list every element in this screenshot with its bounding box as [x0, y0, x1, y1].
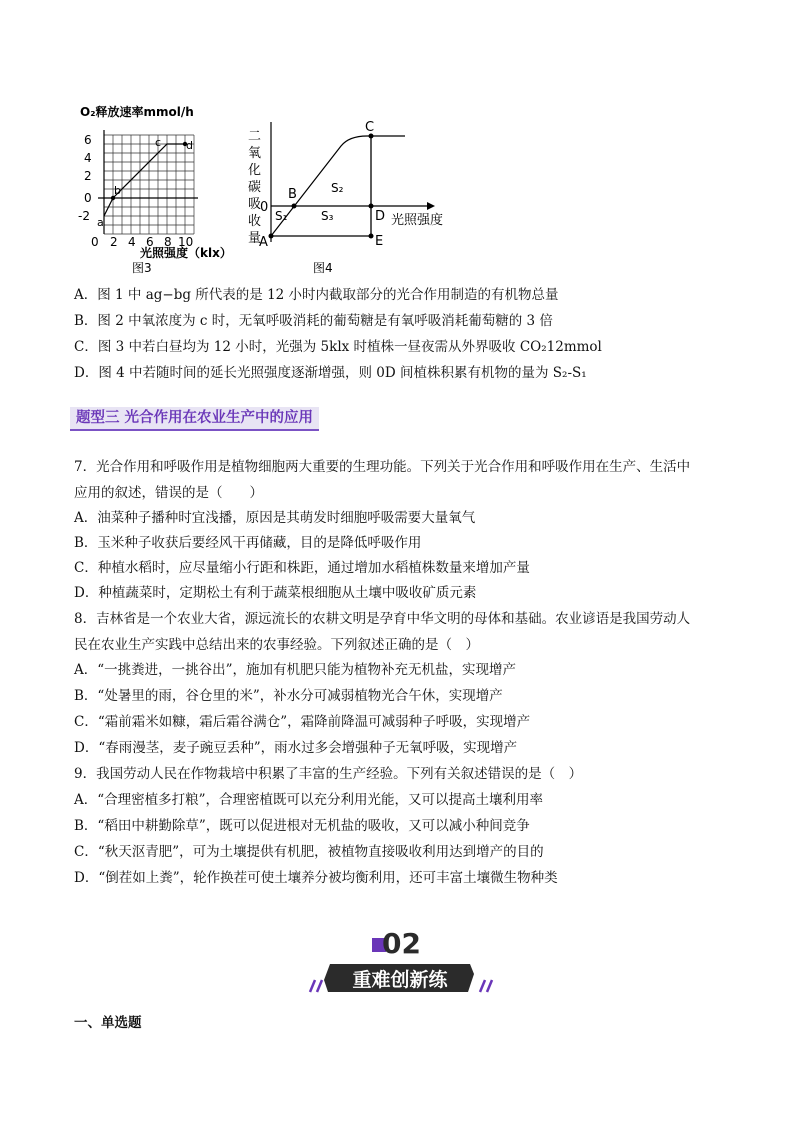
- fig4-ylabel-char: 量: [248, 231, 262, 246]
- fig4-area-label: S₃: [321, 209, 334, 223]
- fig4-zero: 0: [260, 200, 269, 215]
- q9-option-c: C．“秋天沤青肥”，可为土壤提供有机肥，被植物直接吸收利用达到增产的目的: [74, 844, 544, 860]
- q7-option-d: D．种植蔬菜时，定期松土有利于蔬菜根细胞从土壤中吸收矿质元素: [74, 585, 477, 601]
- q8-stem-line-2: 民在农业生产实践中总结出来的农事经验。下列叙述正确的是（ ）: [74, 637, 479, 653]
- q6-option-b: B．图 2 中氧浓度为 c 时，无氧呼吸消耗的葡萄糖是有氧呼吸消耗葡萄糖的 3 倍: [74, 313, 553, 329]
- fig3-point-label: d: [186, 139, 193, 152]
- fig3-point-label: c: [155, 136, 162, 149]
- q7-option-c: C．种植水稻时，应尽量缩小行距和株距，通过增加水稻植株数量来增加产量: [74, 560, 530, 576]
- fig4-point-label: A: [259, 235, 268, 250]
- fig4-point-label: D: [375, 209, 386, 224]
- q6-option-c: C．图 3 中若白昼均为 12 小时，光强为 5klx 时植株一昼夜需从外界吸收 CO₂12mmol: [74, 339, 602, 355]
- fig4-point-label: C: [365, 120, 375, 135]
- q7-option-b: B．玉米种子收获后要经风干再储藏，目的是降低呼吸作用: [74, 535, 422, 551]
- q8-option-c: C．“霜前霜米如糠，霜后霜谷满仓”，霜降前降温可减弱种子呼吸，实现增产: [74, 714, 531, 730]
- fig3-point-label: a: [97, 216, 104, 229]
- fig4-x-arrow: [427, 202, 435, 210]
- q8-option-b: B．“处暑里的雨，谷仓里的米”，补水分可减弱植物光合午休，实现增产: [74, 688, 503, 704]
- fig3-ytick: 4: [84, 151, 92, 165]
- q9-option-a: A．“合理密植多打粮”，合理密植既可以充分利用光能，又可以提高土壤利用率: [74, 792, 544, 808]
- q8-option-a: A．“一挑粪进，一挑谷出”，施加有机肥只能为植物补充无机盐，实现增产: [74, 662, 517, 678]
- q7-option-a: A．油菜种子播种时宜浅播，原因是其萌发时细胞呼吸需要大量氧气: [74, 510, 476, 526]
- fig3-ytick: -2: [78, 209, 90, 223]
- fig3-xtick: 8: [164, 235, 172, 249]
- q6-option-d: D．图 4 中若随时间的延长光照强度逐渐增强，则 0D 间植株积累有机物的量为 S₂-S₁: [74, 365, 587, 381]
- fig3-ylabel: O₂释放速率mmol/h: [80, 105, 194, 119]
- fig3-xtick: 6: [146, 235, 154, 249]
- fig4-point-A: [269, 234, 274, 239]
- fig3-xtick: 2: [110, 235, 118, 249]
- fig4-point-E: [369, 234, 374, 239]
- section-banner: [300, 920, 500, 1000]
- fig3-ytick: 2: [84, 169, 92, 183]
- fig4-point-B: [292, 204, 297, 209]
- fig3-xtick: 4: [128, 235, 136, 249]
- fig4-ylabel-char: 氧: [248, 146, 262, 161]
- fig3-xtick: 10: [178, 235, 194, 249]
- fig4-ylabel-char: 二: [248, 129, 262, 144]
- section-heading: [70, 407, 319, 431]
- fig3-ytick: 6: [84, 133, 92, 147]
- banner-left-slashes: [310, 980, 322, 992]
- fig3-ytick: 0: [84, 191, 92, 205]
- fig3-xlabel: 光照强度（klx）: [140, 246, 232, 260]
- figure-3: [70, 100, 260, 278]
- q6-option-a: A．图 1 中 ag−bg 所代表的是 12 小时内截取部分的光合作用制造的有机物总量: [74, 287, 559, 303]
- fig4-point-label: B: [288, 187, 297, 202]
- fig4-caption: 图4: [313, 261, 333, 275]
- q9-option-b: B．“稻田中耕勤除草”，既可以促进根对无机盐的吸收，又可以减小种间竞争: [74, 818, 530, 834]
- subsection-heading: 一、单选题: [74, 1015, 142, 1031]
- q7-stem-line-1: 7．光合作用和呼吸作用是植物细胞两大重要的生理功能。下列关于光合作用和呼吸作用在生产、生活中: [74, 459, 691, 475]
- fig4-point-D: [369, 204, 374, 209]
- fig4-area-label: S₁: [275, 209, 288, 223]
- fig3-point-label: b: [114, 184, 121, 197]
- fig4-ylabel-char: 化: [248, 163, 262, 178]
- banner-title: 重难创新练: [352, 969, 448, 991]
- fig4-point-label: E: [375, 234, 384, 249]
- fig3-caption: 图3: [132, 261, 152, 275]
- figure-4: [245, 112, 460, 278]
- section-title: 题型三 光合作用在农业生产中的应用: [76, 410, 314, 426]
- q9-stem: 9．我国劳动人民在作物栽培中积累了丰富的生产经验。下列有关叙述错误的是（ ）: [74, 766, 583, 782]
- q8-stem-line-1: 8．吉林省是一个农业大省，源远流长的农耕文明是孕育中华文明的母体和基础。农业谚语是我国劳动人: [74, 611, 691, 627]
- fig3-xtick: 0: [91, 235, 99, 249]
- banner-number: 02: [382, 927, 421, 960]
- banner-right-slashes: [480, 980, 492, 992]
- fig4-ylabel-char: 吸: [248, 197, 262, 212]
- q9-option-d: D．“倒茬如上粪”，轮作换茬可使土壤养分被均衡利用，还可丰富土壤微生物种类: [74, 870, 558, 886]
- fig4-ylabel-char: 收: [248, 214, 262, 229]
- q7-stem-line-2: 应用的叙述，错误的是（ ）: [74, 485, 263, 501]
- fig4-ylabel-char: 碳: [248, 180, 262, 195]
- fig4-area-label: S₂: [331, 181, 344, 195]
- q8-option-d: D．“春雨漫茎，麦子豌豆丢种”，雨水过多会增强种子无氧呼吸，实现增产: [74, 740, 518, 756]
- fig4-xlabel: 光照强度: [391, 213, 444, 228]
